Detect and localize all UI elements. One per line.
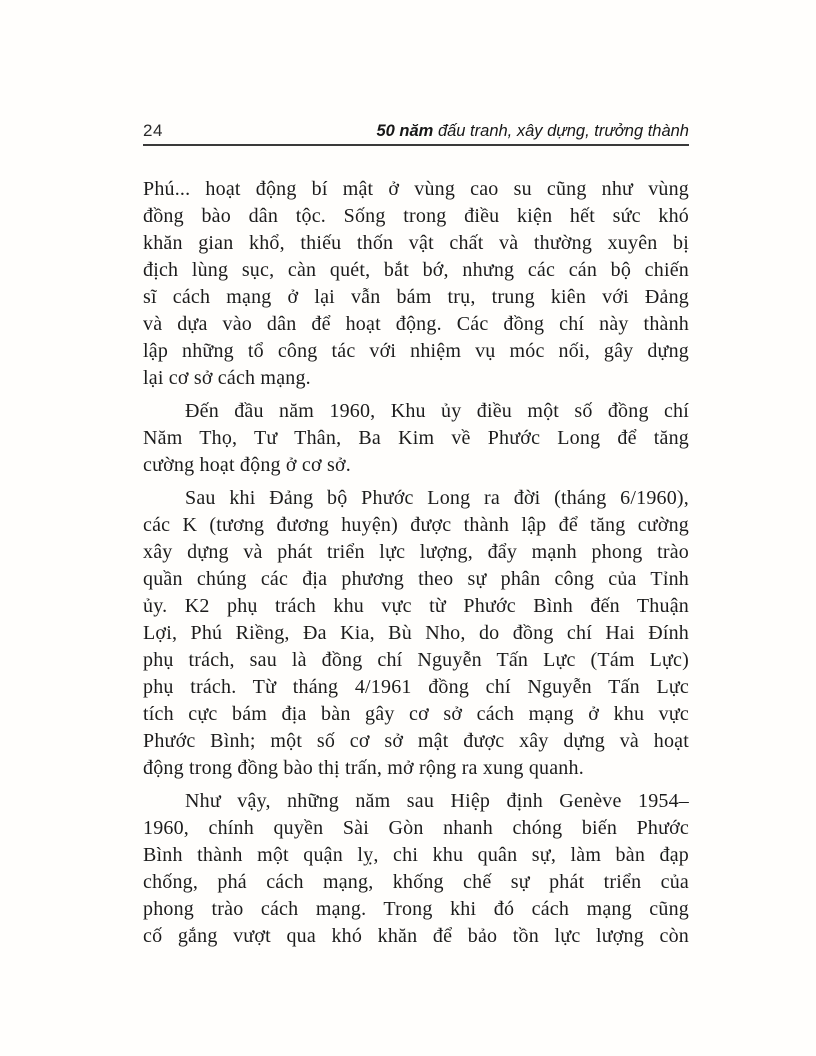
text-line: các K (tương đương huyện) được thành lập để tăng cường (143, 514, 689, 536)
text-line: 1960, chính quyền Sài Gòn nhanh chóng biến Phước (143, 817, 689, 839)
header-title-bold: 50 năm (376, 122, 434, 140)
text-line: chống, phá cách mạng, khống chế sự phát triển của (143, 871, 689, 893)
paragraph (143, 788, 689, 950)
body-text (143, 176, 689, 950)
header-title (376, 122, 689, 141)
text-line: và dựa vào dân để hoạt động. Các đồng chí này thành (143, 313, 689, 335)
text-line: phong trào cách mạng. Trong khi đó cách mạng cũng (143, 898, 689, 920)
text-line: sĩ cách mạng ở lại vẫn bám trụ, trung kiên với Đảng (143, 286, 689, 308)
text-line: địch lùng sục, càn quét, bắt bớ, nhưng các cán bộ chiến (143, 259, 689, 281)
paragraph (143, 485, 689, 782)
text-line: Sau khi Đảng bộ Phước Long ra đời (tháng 6/1960), (185, 487, 689, 509)
text-line: Phước Bình; một số cơ sở mật được xây dựng và hoạt (143, 730, 689, 752)
text-line: Năm Thọ, Tư Thân, Ba Kim về Phước Long để tăng (143, 427, 689, 449)
text-line: Như vậy, những năm sau Hiệp định Genève 1954– (185, 790, 689, 812)
text-line: khăn gian khổ, thiếu thốn vật chất và thường xuyên bị (143, 232, 689, 254)
page-number: 24 (143, 121, 163, 140)
text-line: phụ trách, sau là đồng chí Nguyễn Tấn Lực (Tám Lực) (143, 649, 689, 671)
text-line: tích cực bám địa bàn gây cơ sở cách mạng ở khu vực (143, 703, 689, 725)
text-line: quần chúng các địa phương theo sự phân công của Tỉnh (143, 568, 689, 590)
text-line: động trong đồng bào thị trấn, mở rộng ra xung quanh. (143, 757, 584, 779)
page-content (143, 121, 689, 956)
text-line: đồng bào dân tộc. Sống trong điều kiện hết sức khó (143, 205, 689, 227)
paragraph (143, 176, 689, 392)
text-line: Phú... hoạt động bí mật ở vùng cao su cũng như vùng (143, 178, 689, 200)
text-line: Đến đầu năm 1960, Khu ủy điều một số đồng chí (185, 400, 689, 422)
header-title-italic: đấu tranh, xây dựng, trưởng thành (433, 122, 689, 140)
text-line: lập những tổ công tác với nhiệm vụ móc nối, gây dựng (143, 340, 689, 362)
running-header (143, 121, 689, 146)
text-line: ủy. K2 phụ trách khu vực từ Phước Bình đến Thuận (143, 595, 689, 617)
text-line: cường hoạt động ở cơ sở. (143, 454, 351, 476)
text-line: lại cơ sở cách mạng. (143, 367, 311, 389)
text-line: Lợi, Phú Riềng, Đa Kia, Bù Nho, do đồng chí Hai Đính (143, 622, 689, 644)
text-line: phụ trách. Từ tháng 4/1961 đồng chí Nguyễn Tấn Lực (143, 676, 689, 698)
text-line: Bình thành một quận lỵ, chi khu quân sự, làm bàn đạp (143, 844, 689, 866)
text-line: cố gắng vượt qua khó khăn để bảo tồn lực lượng còn (143, 925, 689, 947)
text-line: xây dựng và phát triển lực lượng, đẩy mạnh phong trào (143, 541, 689, 563)
paragraph (143, 398, 689, 479)
